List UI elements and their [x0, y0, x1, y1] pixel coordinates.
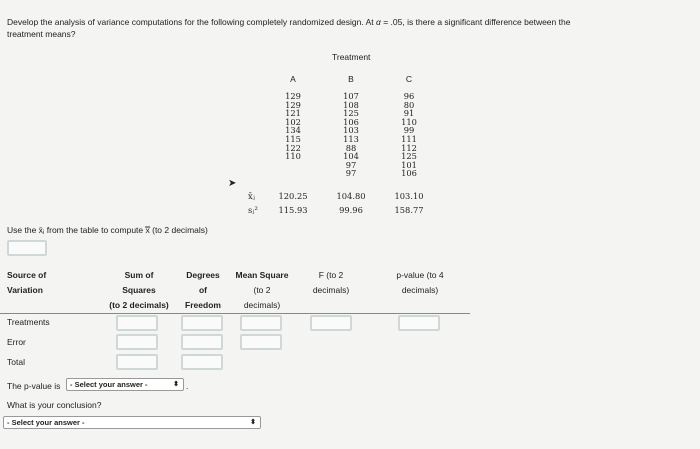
cell-value: 97 — [345, 168, 357, 179]
cell-value: 103 — [343, 125, 359, 136]
cell-value: 97 — [345, 159, 357, 170]
cell-value: 101 — [401, 159, 417, 170]
cell-value: 129 — [285, 99, 301, 110]
conclusion-select[interactable]: - Select your answer - ⬍ — [3, 416, 261, 429]
column-header: B — [348, 74, 354, 84]
mouse-cursor-icon: ➤ — [228, 178, 237, 189]
cell-value: 110 — [401, 116, 417, 127]
cell-value: 102 — [285, 116, 301, 127]
mean-label: x̄ⱼ — [248, 191, 255, 201]
column-mean: 120.25 — [278, 191, 308, 201]
df-treatments-input[interactable] — [181, 315, 223, 331]
ss-error-input[interactable] — [116, 334, 158, 350]
cell-value: 110 — [285, 151, 301, 162]
cell-value: 106 — [343, 116, 359, 127]
cell-value: 108 — [343, 99, 359, 110]
cell-value: 88 — [345, 142, 357, 153]
cell-value: 111 — [401, 133, 417, 144]
header-source: Source of Variation — [7, 270, 47, 295]
overall-mean-input[interactable] — [7, 240, 47, 256]
p-value-input[interactable] — [398, 315, 440, 331]
overall-mean-prompt: Use the x̄ⱼ from the table to compute x̿ (to 2 decimals) — [7, 225, 208, 235]
cell-value: 104 — [343, 151, 359, 162]
column-mean: 104.80 — [336, 191, 366, 201]
column-variance: 115.93 — [278, 205, 308, 215]
df-total-input[interactable] — [181, 354, 223, 370]
column-values — [273, 92, 313, 161]
cell-value: 80 — [403, 99, 415, 110]
column-variance: 158.77 — [394, 205, 424, 215]
pvalue-select[interactable]: - Select your answer - ⬍ — [66, 378, 184, 391]
header-ss: Sum of Squares (to 2 decimals) — [109, 270, 169, 310]
column-values — [389, 92, 429, 178]
cell-value: 107 — [343, 91, 359, 101]
row-treatments: Treatments — [7, 317, 50, 327]
select-arrows-icon: ⬍ — [173, 381, 179, 388]
cell-value: 125 — [343, 108, 359, 119]
conclusion-question: What is your conclusion? — [7, 400, 102, 410]
ss-treatments-input[interactable] — [116, 315, 158, 331]
row-total: Total — [7, 357, 25, 367]
cell-value: 113 — [343, 133, 359, 144]
ss-total-input[interactable] — [116, 354, 158, 370]
header-p: p-value (to 4 decimals) — [396, 270, 444, 295]
select-arrows-icon: ⬍ — [250, 419, 256, 426]
f-input[interactable] — [310, 315, 352, 331]
df-error-input[interactable] — [181, 334, 223, 350]
pvalue-prefix: The p-value is — [7, 381, 61, 391]
cell-value: 91 — [403, 108, 415, 119]
cell-value: 122 — [285, 142, 301, 153]
header-f: F (to 2 decimals) — [312, 270, 350, 295]
cell-value: 96 — [403, 91, 415, 101]
column-header: A — [290, 74, 296, 84]
treatment-title: Treatment — [332, 52, 371, 62]
table-divider — [0, 313, 470, 314]
cell-value: 125 — [401, 151, 417, 162]
header-df: Degrees of Freedom — [185, 270, 221, 310]
row-error: Error — [7, 337, 26, 347]
cell-value: 112 — [401, 142, 417, 153]
column-variance: 99.96 — [339, 205, 363, 215]
variance-label: sⱼ² — [248, 205, 258, 215]
cell-value: 129 — [285, 91, 301, 101]
cell-value: 99 — [403, 125, 415, 136]
cell-value: 106 — [401, 168, 417, 179]
cell-value: 134 — [285, 125, 301, 136]
question-text: Develop the analysis of variance computations for the following completely randomized design. At α = .05, is there a significant difference between the treatment means? — [7, 17, 571, 39]
header-ms: Mean Square (to 2 decimals) — [235, 270, 289, 310]
cell-value: 115 — [285, 133, 301, 144]
ms-error-input[interactable] — [240, 334, 282, 350]
pvalue-period: . — [186, 381, 189, 391]
ms-treatments-input[interactable] — [240, 315, 282, 331]
column-mean: 103.10 — [394, 191, 424, 201]
column-header: C — [405, 74, 413, 84]
column-values — [331, 92, 371, 178]
cell-value: 121 — [285, 108, 301, 119]
